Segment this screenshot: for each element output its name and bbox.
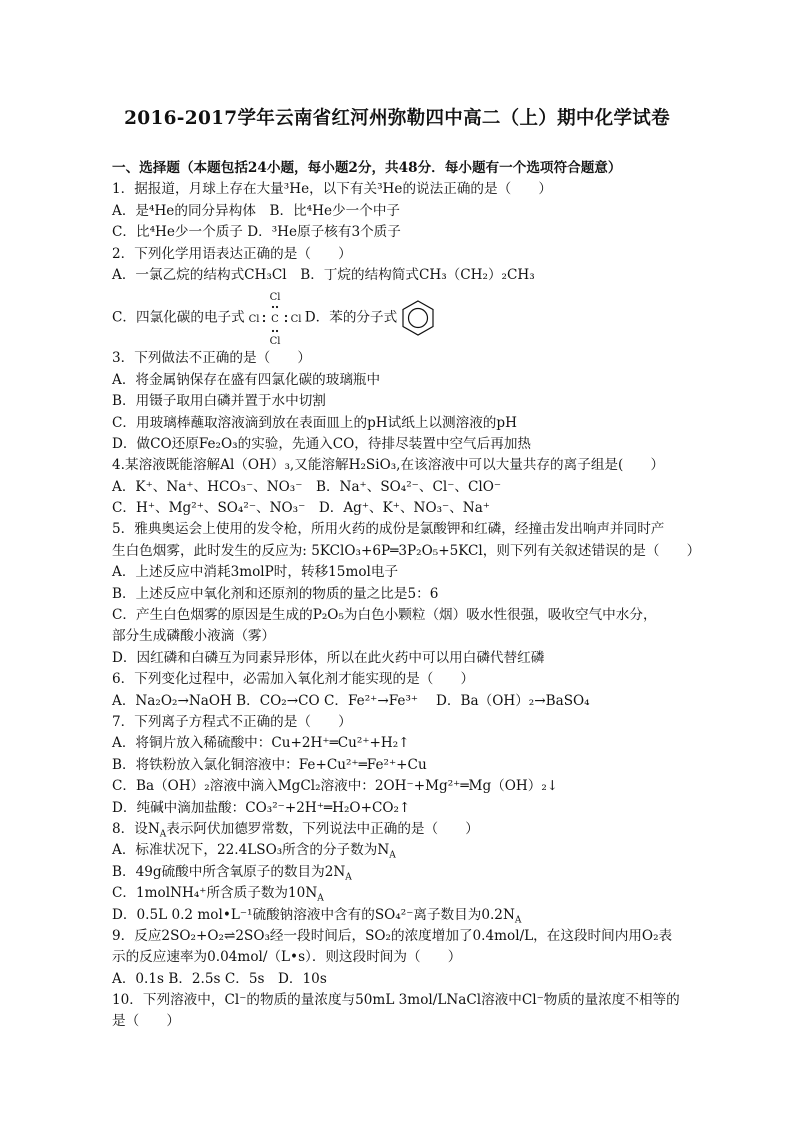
ccl4-atom-bottom: Cl <box>269 335 281 347</box>
ccl4-atom-center: C <box>270 313 279 325</box>
question-line: A．Na₂O₂→NaOH B．CO₂→CO C．Fe²⁺→Fe³⁺ D．Ba（OH）₂→BaSO₄ <box>112 692 590 709</box>
question-line: D．纯碱中滴加盐酸：CO₃²⁻+2H⁺═H₂O+CO₂↑ <box>112 799 411 816</box>
question-line: 4.某溶液既能溶解Al（OH）₃,又能溶解H₂SiO₃,在该溶液中可以大量共存的离子组是( ） <box>112 457 665 474</box>
ccl4-atom-left: Cl <box>248 313 260 325</box>
question-line: 5．雅典奥运会上使用的发令枪，所用火药的成份是氯酸钾和红磷，经撞击发出响声并同时产 <box>112 521 665 538</box>
ccl4-electron-formula <box>247 289 303 347</box>
question-line: 9．反应2SO₂+O₂⇌2SO₃经一段时间后，SO₂的浓度增加了0.4mol/L，在这段时间内用O₂表 <box>112 927 673 944</box>
question-line: 2．下列化学用语表达正确的是（ ） <box>112 245 352 262</box>
question-line: C．Ba（OH）₂溶液中滴入MgCl₂溶液中：2OH⁻+Mg²⁺═Mg（OH）₂↓ <box>112 778 559 795</box>
question-line: A．上述反应中消耗3molP时，转移15mol电子 <box>112 564 399 581</box>
question-line: A．0.1s B．2.5s C．5s D．10s <box>112 970 327 987</box>
question-line: C．比⁴He少一个质子 D．³He原子核有3个质子 <box>112 224 401 241</box>
question-line: C．用玻璃棒蘸取溶液滴到放在表面皿上的pH试纸上以测溶液的pH <box>112 414 517 431</box>
question-line: A．标准状况下，22.4LSO₃所含的分子数为$N_A$ <box>112 842 396 862</box>
page-title: 2016-2017学年云南省红河州弥勒四中高二（上）期中化学试卷 <box>124 108 670 129</box>
question-line: C．H⁺、Mg²⁺、SO₄²⁻、NO₃⁻ D．Ag⁺、K⁺、NO₃⁻、Na⁺ <box>112 500 490 517</box>
question-line-with-figures <box>112 286 702 348</box>
question-line: D．因红磷和白磷互为同素异形体，所以在此火药中可以用白磷代替红磷 <box>112 649 545 666</box>
question-line: 8．设$N_A$表示阿伏加德罗常数，下列说法中正确的是（ ） <box>112 820 479 840</box>
question-line: A．将铜片放入稀硫酸中：Cu+2H⁺═Cu²⁺+H₂↑ <box>112 735 410 752</box>
question-line: B．49g硫酸中所含氧原子的数目为$2N_A$ <box>112 863 352 883</box>
option-d-label: D．苯的分子式 <box>304 309 398 326</box>
question-line: 是（ ） <box>112 1013 180 1030</box>
question-line: A．一氯乙烷的结构式CH₃Cl B．丁烷的结构简式CH₃（CH₂）₂CH₃ <box>112 266 535 283</box>
question-line: D．做CO还原Fe₂O₃的实验，先通入CO，待排尽装置中空气后再加热 <box>112 435 532 452</box>
question-line: 6．下列变化过程中，必需加入氧化剂才能实现的是（ ） <box>112 671 475 688</box>
section-heading: 一、选择题（本题包括24小题，每小题2分，共48分．每小题有一个选项符合题意） <box>112 160 622 176</box>
question-line: 生白色烟雾，此时发生的反应为: 5KClO₃+6P═3P₂O₅+5KCl，则下列有关叙述错误的是（ ） <box>112 542 701 559</box>
question-line: C．1molNH₄⁺所含质子数为$10N_A$ <box>112 885 324 904</box>
question-body <box>112 158 702 1033</box>
question-line: 3．下列做法不正确的是（ ） <box>112 350 311 367</box>
question-line: 10．下列溶液中，Cl⁻的物质的量浓度与50mL 3mol/LNaCl溶液中Cl⁻物质的量浓度不相等的 <box>112 992 680 1009</box>
question-line: C．产生白色烟雾的原因是生成的P₂O₅为白色小颗粒（烟）吸水性很强，吸收空气中水分， <box>112 607 657 624</box>
ccl4-atom-right: Cl <box>290 313 302 325</box>
question-line: 7．下列离子方程式不正确的是（ ） <box>112 713 352 730</box>
question-line: B．将铁粉放入氯化铜溶液中：Fe+Cu²⁺═Fe²⁺+Cu <box>112 756 427 773</box>
question-line: D．0.5L 0.2 mol•L⁻¹硫酸钠溶液中含有的SO₄²⁻离子数目为$0.2N_A$ <box>112 906 522 926</box>
question-line: A．K⁺、Na⁺、HCO₃⁻、NO₃⁻ B．Na⁺、SO₄²⁻、Cl⁻、ClO⁻ <box>112 478 502 495</box>
ccl4-atom-top: Cl <box>269 291 281 303</box>
question-line: 示的反应速率为0.04mol/（L•s）．则这段时间为（ ） <box>112 949 462 966</box>
question-line: A．将金属钠保存在盛有四氯化碳的玻璃瓶中 <box>112 371 381 388</box>
option-c-label: C．四氯化碳的电子式 <box>112 309 245 326</box>
question-line: 部分生成磷酸小液滴（雾） <box>112 628 276 645</box>
question-line: B．用镊子取用白磷并置于水中切割 <box>112 393 326 410</box>
question-line: A．是⁴He的同分异构体 B．比⁴He少一个中子 <box>112 202 401 219</box>
question-line: 1．据报道，月球上存在大量³He，以下有关³He的说法正确的是（ ） <box>112 181 552 198</box>
question-line: B．上述反应中氧化剂和还原剂的物质的量之比是5：6 <box>112 585 439 602</box>
benzene-ring-icon <box>399 299 437 337</box>
